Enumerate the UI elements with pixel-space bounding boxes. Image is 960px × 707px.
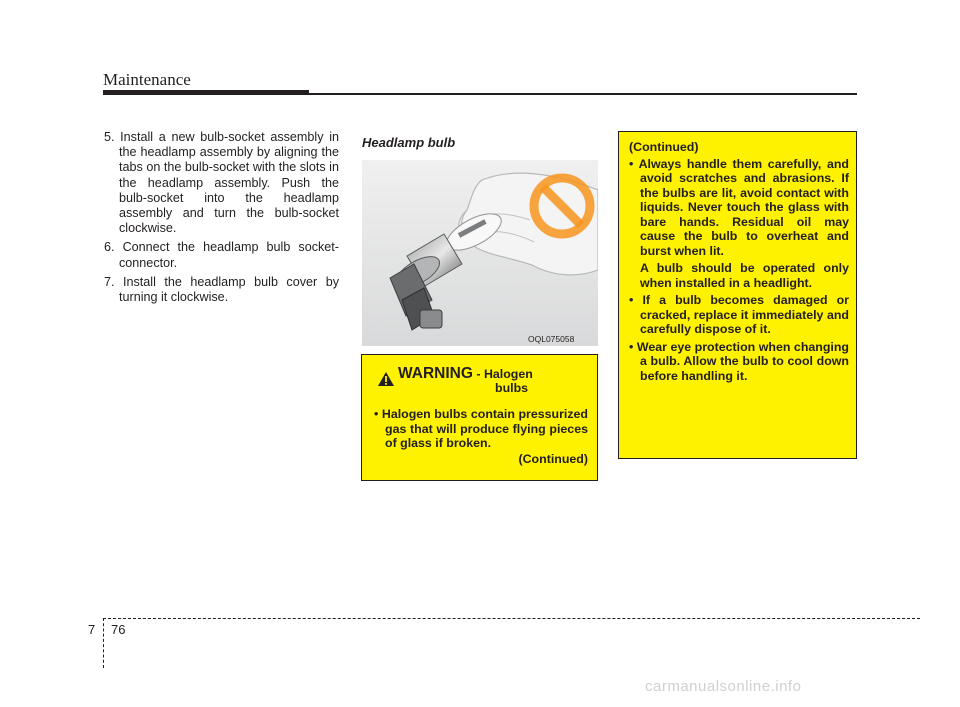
instruction-steps bbox=[104, 130, 339, 309]
watermark: carmanualsonline.info bbox=[645, 678, 802, 695]
hand-holding-bulb-illustration bbox=[362, 160, 598, 346]
warning-subtitle-line1: - Halogen bbox=[476, 367, 533, 381]
warning-continued: (Continued) bbox=[518, 451, 588, 466]
step-5: 5. Install a new bulb-socket assembly in the headlamp assembly by aligning the tabs on the bulb-socket with the slots in the headlamp assembly. Push the bulb-socket into the headlamp assembly and turn the bulb-socket clockwise. bbox=[104, 130, 339, 236]
chapter-number: 7 bbox=[88, 622, 96, 637]
warning-box bbox=[361, 354, 598, 481]
step-6: 6. Connect the headlamp bulb socket-connector. bbox=[104, 240, 339, 270]
section-title: Headlamp bulb bbox=[362, 135, 456, 150]
page-header-title: Maintenance bbox=[103, 70, 191, 89]
continued-bullet-1: • Always handle them carefully, and avoid scratches and abrasions. If the bulbs are lit, avoid contact with liquids. Never touch the glass with bare hands. Residual oil may cause the bulb to overheat and burst when lit. bbox=[629, 156, 849, 258]
warning-bullet: • Halogen bulbs contain pressurized gas that will produce flying pieces of glass if broken. bbox=[374, 407, 588, 450]
warning-subtitle-line2: bulbs bbox=[495, 380, 529, 395]
continued-warning-box bbox=[618, 131, 857, 459]
continued-bullet-3: • Wear eye protection when changing a bulb. Allow the bulb to cool down before handling it. bbox=[629, 339, 849, 383]
figure-code: OQL075058 bbox=[528, 334, 575, 344]
continued-bullet-2: • If a bulb becomes damaged or cracked, replace it immediately and carefully dispose of it. bbox=[629, 293, 850, 336]
footer-dashed-rule bbox=[103, 618, 920, 619]
step-7: 7. Install the headlamp bulb cover by turning it clockwise. bbox=[104, 274, 339, 305]
warning-heading bbox=[398, 367, 588, 395]
header-rule-thick bbox=[103, 90, 309, 95]
warning-triangle-icon bbox=[377, 371, 395, 387]
continued-paragraph: A bulb should be operated only when installed in a headlight. bbox=[640, 261, 849, 290]
footer-dashed-divider bbox=[103, 618, 104, 668]
continued-heading: (Continued) bbox=[629, 140, 699, 154]
header-rule-thin bbox=[309, 93, 857, 95]
page-number: 76 bbox=[111, 622, 126, 637]
headlamp-bulb-photo bbox=[362, 160, 598, 346]
warning-label: WARNING bbox=[398, 365, 473, 382]
warning-list bbox=[374, 407, 588, 466]
